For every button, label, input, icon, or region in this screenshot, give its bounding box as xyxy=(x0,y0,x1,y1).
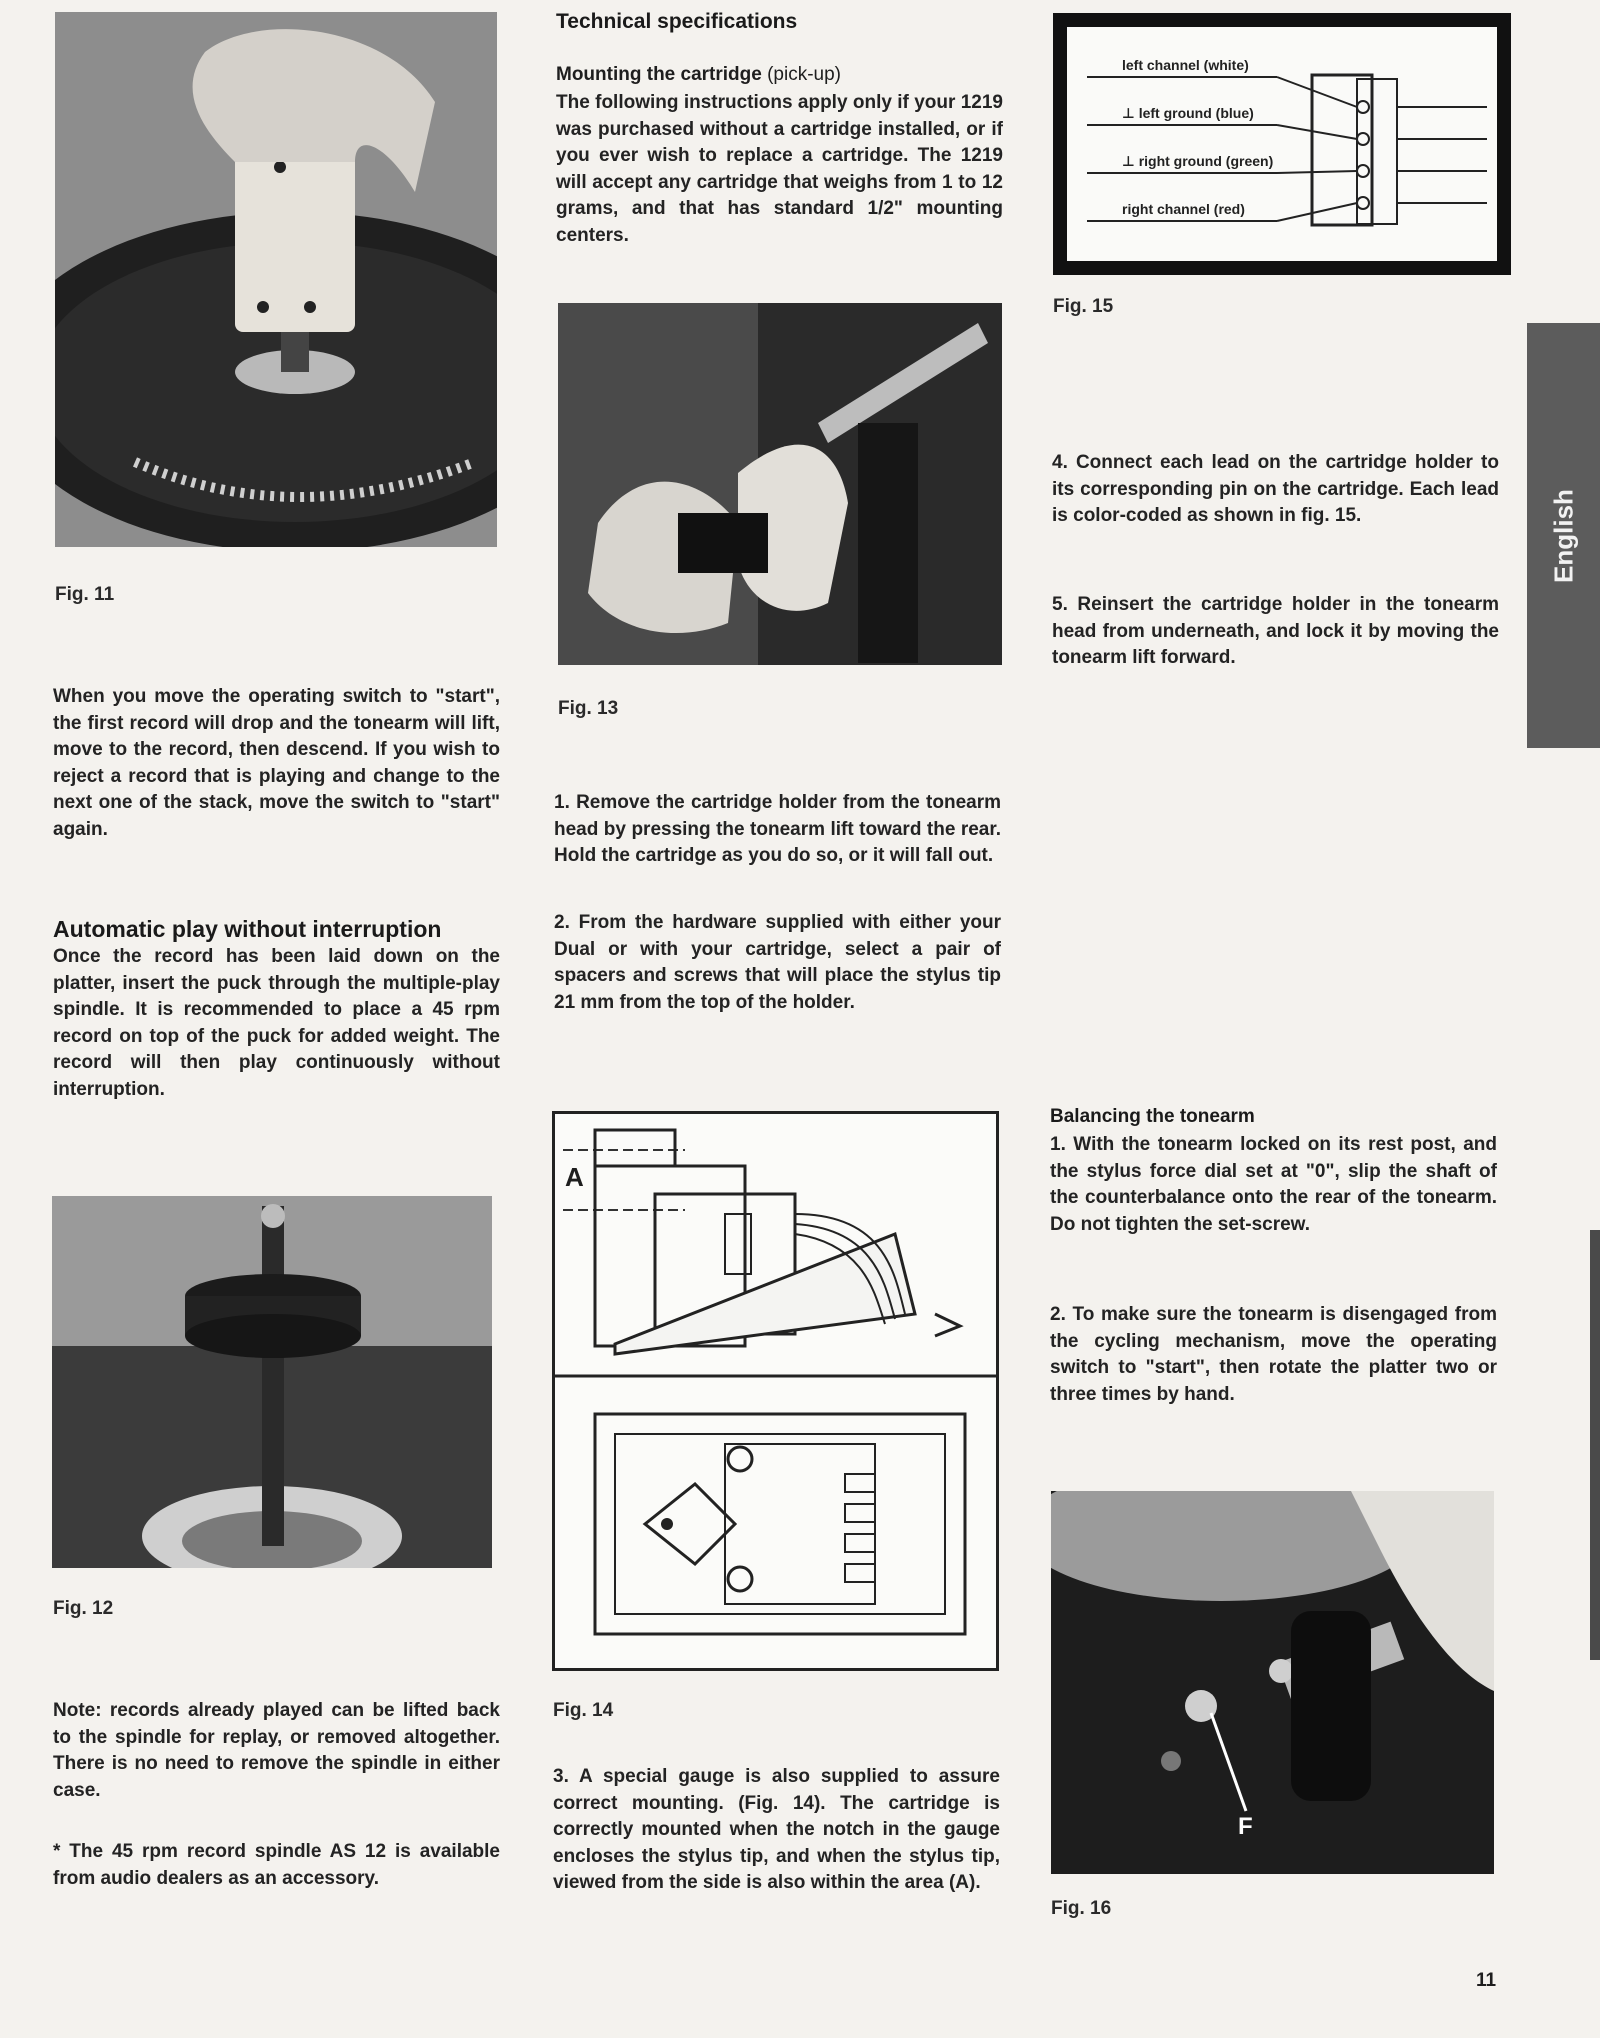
fig16-photo xyxy=(1051,1491,1494,1874)
balance-step-2: 2. To make sure the tonearm is disengaged from the cycling mechanism, move the operating switch to "start", then rotate the platter two or three times by hand. xyxy=(1050,1304,1497,1405)
note-label: Note: xyxy=(53,1700,102,1721)
heading-automatic-play: Automatic play without interruption xyxy=(53,916,442,942)
fig15-caption: Fig. 15 xyxy=(1053,296,1114,317)
balance-step-1: 1. With the tonearm locked on its rest post, and the stylus force dial set at "0", slip the shaft of the counterbalance onto the rear of the tonearm. Do not tighten the set-screw. xyxy=(1050,1134,1497,1235)
fig11-photo-art xyxy=(55,12,497,547)
fig14-label-a: A xyxy=(565,1162,584,1192)
fig16-caption: Fig. 16 xyxy=(1051,1898,1112,1919)
step-5-reinsert-holder: 5. Reinsert the cartridge holder in the tonearm head from underneath, and lock it by moving the tonearm lift forward. xyxy=(1052,594,1499,668)
edge-marker xyxy=(1590,1230,1600,1660)
fig12-photo xyxy=(52,1196,492,1568)
step-4-connect-leads: 4. Connect each lead on the cartridge holder to its corresponding pin on the cartridge. Each lead is color-coded as shown in fig. 15. xyxy=(1052,452,1499,526)
wire-left-channel: left channel (white) xyxy=(1122,57,1249,73)
wire-right-ground: ⊥ right ground (green) xyxy=(1122,153,1274,169)
fig16-label-f: F xyxy=(1238,1813,1253,1840)
fig12-caption: Fig. 12 xyxy=(53,1598,114,1619)
fig12-photo-art xyxy=(52,1196,492,1568)
fig11-photo xyxy=(55,12,497,547)
heading-balancing-tonearm: Balancing the tonearm xyxy=(1050,1106,1255,1127)
note-text: records already played can be lifted back to the spindle for replay, or removed altogether. There is no need to remove the spindle in either case. xyxy=(53,1700,500,1801)
wire-left-ground-text: left ground (blue) xyxy=(1138,105,1254,121)
fig11-caption: Fig. 11 xyxy=(55,584,115,605)
language-tab-label: English xyxy=(1548,488,1578,583)
fig13-photo-art xyxy=(558,303,1002,665)
wire-left-ground: ⊥ left ground (blue) xyxy=(1122,105,1254,121)
footnote-spindle: * The 45 rpm record spindle AS 12 is available from audio dealers as an accessory. xyxy=(53,1841,500,1889)
fig15-wiring-panel xyxy=(1067,27,1497,261)
fig13-photo xyxy=(558,303,1002,665)
step-1-remove-holder: 1. Remove the cartridge holder from the tonearm head by pressing the tonearm lift toward the rear. Hold the cartridge as you do so, or it will fall out. xyxy=(554,792,1001,866)
fig13-caption: Fig. 13 xyxy=(558,698,619,719)
heading-technical-specifications: Technical specifications xyxy=(556,10,798,33)
fig15-wiring-diagram xyxy=(1053,13,1511,275)
fig14-diagram-art xyxy=(555,1114,996,1668)
paragraph-automatic-play: Once the record has been laid down on the platter, insert the puck through the multiple-play spindle. It is recommended to place a 45 rpm record on top of the puck for added weight. The record will then play continuously without interruption. xyxy=(53,946,500,1100)
wire-right-channel: right channel (red) xyxy=(1122,201,1245,217)
fig14-caption: Fig. 14 xyxy=(553,1700,614,1721)
heading-mounting-cartridge xyxy=(556,64,841,86)
step-3-gauge: 3. A special gauge is also supplied to assure correct mounting. (Fig. 14). The cartridge is correctly mounted when the notch in the gauge encloses the stylus tip, and when the stylus tip, viewed from the side is also within the area (A). xyxy=(553,1766,1000,1893)
language-tab xyxy=(1527,323,1600,748)
step-2-spacers: 2. From the hardware supplied with either your Dual or with your cartridge, select a pair of spacers and screws that will place the stylus tip 21 mm from the top of the holder. xyxy=(554,912,1001,1013)
page-number: 11 xyxy=(1476,1970,1497,1991)
heading-mount-main: Mounting the cartridge xyxy=(556,64,762,85)
heading-mount-sub: (pick-up) xyxy=(761,64,842,85)
fig16-photo-art xyxy=(1051,1491,1494,1874)
fig14-diagram xyxy=(552,1111,999,1671)
wire-right-ground-text: right ground (green) xyxy=(1138,153,1274,169)
note-paragraph xyxy=(53,1698,500,1804)
paragraph-start-switch: When you move the operating switch to "start", the first record will drop and the tonearm will lift, move to the record, then descend. If you wish to reject a record that is playing and change to the next one of the stack, move the switch to "start" again. xyxy=(53,686,500,840)
paragraph-mounting: The following instructions apply only if your 1219 was purchased without a cartridge installed, or if you ever wish to replace a cartridge. The 1219 will accept any cartridge that weighs from 1 to 12 grams, and that has standard 1/2" mounting centers. xyxy=(556,92,1003,246)
